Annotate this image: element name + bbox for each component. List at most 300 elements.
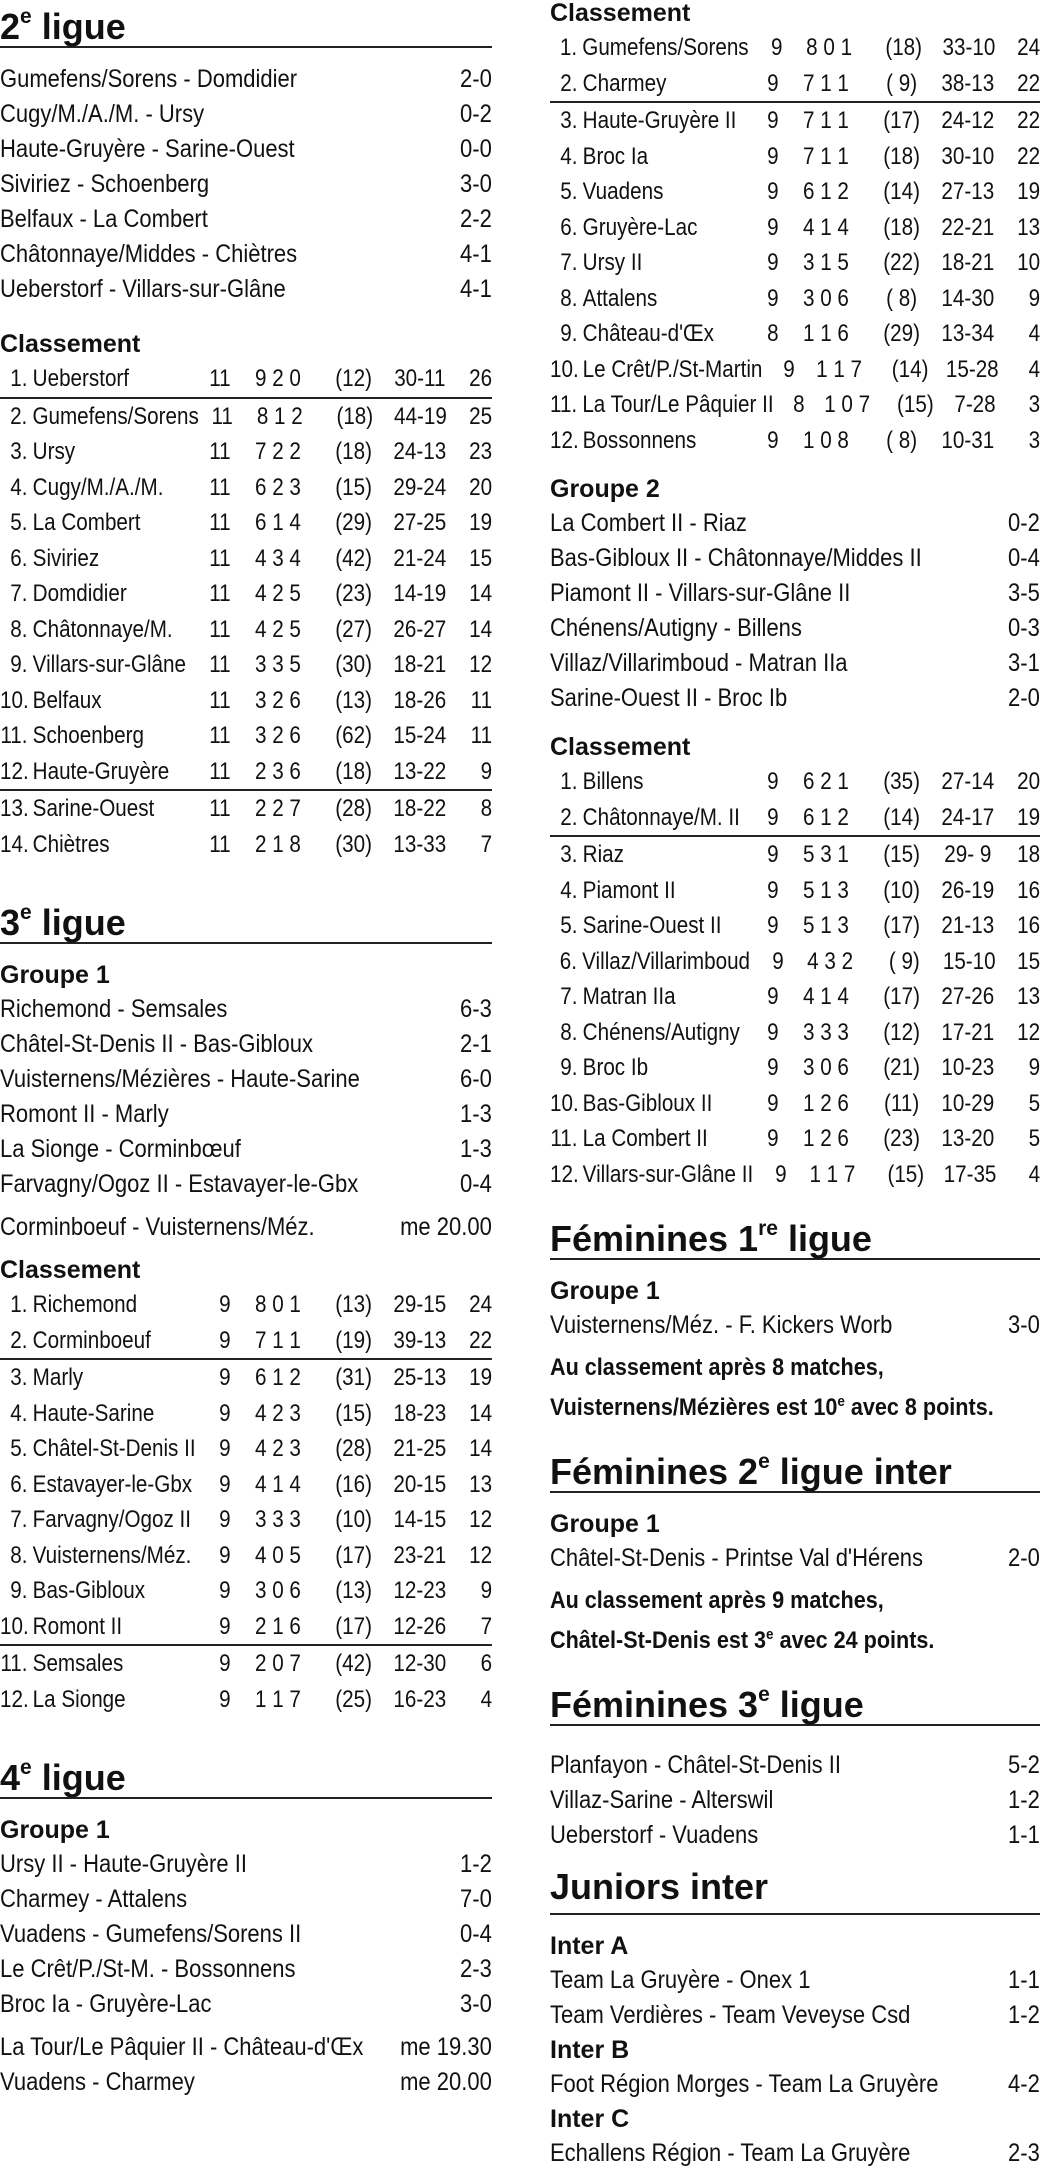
rank-games: 11 <box>209 438 231 465</box>
inter-b-label: Inter B <box>550 2036 630 2064</box>
rank-position: 10. <box>550 1089 579 1117</box>
rank-penalty: (17) <box>883 912 920 939</box>
rank-position: 7. <box>10 580 28 607</box>
match-result: 1-3 <box>460 1135 492 1163</box>
match-result: 7-0 <box>460 1885 492 1913</box>
rank-team: Ursy <box>32 438 76 465</box>
rank-goals: 33-10 <box>942 34 996 61</box>
rank-penalty: (42) <box>335 1650 372 1677</box>
rank-points: 13 <box>1017 983 1040 1010</box>
ranking-row <box>0 612 492 648</box>
rank-record: 6 1 2 <box>802 803 849 831</box>
rank-team: Gumefens/Sorens <box>32 402 199 430</box>
rank-position: 12. <box>550 1160 579 1188</box>
match-teams: Gumefens/Sorens - Domdidier <box>0 65 298 93</box>
match-teams: Sarine-Ouest II - Broc Ib <box>550 684 788 712</box>
rank-games: 11 <box>209 830 231 858</box>
rank-record: 1 1 7 <box>809 1160 856 1188</box>
rank-position: 12. <box>550 426 579 454</box>
rank-position: 2. <box>10 1326 28 1354</box>
rank-penalty: (18) <box>335 757 372 785</box>
rank-record: 4 2 5 <box>254 580 301 607</box>
rank-record: 1 2 6 <box>802 1125 849 1152</box>
rank-position: 10. <box>0 686 29 714</box>
women-2-results <box>550 1541 1040 1576</box>
ranking-row <box>550 387 1040 423</box>
inter-c-results <box>550 2136 1040 2171</box>
rank-position: 7. <box>560 249 578 276</box>
rank-record: 2 1 6 <box>254 1612 301 1640</box>
rank-penalty: (27) <box>335 615 372 643</box>
rank-goals: 27-26 <box>941 983 995 1010</box>
rank-points: 26 <box>469 365 493 392</box>
match-row <box>550 1308 1040 1343</box>
ranking-row <box>0 791 492 827</box>
ranking-row <box>0 1573 492 1609</box>
rank-games: 9 <box>767 426 779 454</box>
league-4-ranking-label: Classement <box>550 0 691 27</box>
rank-record: 8 0 1 <box>806 34 853 61</box>
match-teams: Richemond - Semsales <box>0 995 228 1023</box>
match-row <box>550 541 1040 576</box>
rank-team: Villars-sur-Glâne <box>32 651 187 678</box>
rank-points: 19 <box>469 1364 493 1391</box>
match-result: 6-0 <box>460 1065 492 1093</box>
rank-penalty: (17) <box>883 107 920 134</box>
rank-games: 9 <box>767 284 779 312</box>
match-result: 4-2 <box>1008 2070 1040 2098</box>
match-result: me 20.00 <box>400 1213 492 1241</box>
match-row <box>550 1748 1040 1783</box>
rank-games: 9 <box>767 1089 779 1117</box>
inter-a-results <box>550 1963 1040 2033</box>
rank-points: 14 <box>469 1399 493 1427</box>
rank-games: 9 <box>767 1125 779 1152</box>
rank-points: 16 <box>1017 876 1040 904</box>
rank-goals: 29- 9 <box>944 841 992 868</box>
rank-points: 15 <box>1017 947 1040 975</box>
rank-position: 3. <box>560 841 578 868</box>
match-result: 2-0 <box>1008 1544 1040 1572</box>
rank-points: 11 <box>470 722 493 749</box>
rank-points: 10 <box>1017 249 1040 276</box>
ranking-row <box>550 30 1040 66</box>
rank-points: 12 <box>469 651 493 678</box>
rank-position: 13. <box>0 795 29 822</box>
match-teams: Le Crêt/P./St-M. - Bossonnens <box>0 1955 296 1983</box>
rank-team: Vuadens <box>582 178 664 205</box>
rank-record: 4 2 3 <box>254 1435 301 1462</box>
match-result: 0-0 <box>460 135 492 163</box>
rank-team: Sarine-Ouest <box>32 795 155 822</box>
rank-points: 24 <box>1017 34 1040 61</box>
rank-record: 4 1 4 <box>802 213 849 241</box>
rank-points: 6 <box>480 1650 493 1677</box>
ranking-row <box>0 541 492 577</box>
rank-games: 9 <box>767 69 779 97</box>
ranking-row <box>0 1538 492 1574</box>
rank-points: 22 <box>1017 142 1040 170</box>
match-row <box>0 272 492 307</box>
rank-points: 20 <box>469 473 493 501</box>
rank-penalty: (15) <box>335 1399 372 1427</box>
rank-team: La Combert II <box>582 1125 708 1152</box>
rank-penalty: (17) <box>335 1612 372 1640</box>
rank-penalty: (10) <box>335 1506 372 1533</box>
match-row <box>550 2136 1040 2171</box>
rank-team: Le Crêt/P./St-Martin <box>582 355 763 383</box>
rank-record: 7 2 2 <box>254 438 301 465</box>
rank-points: 3 <box>1028 426 1040 454</box>
rank-goals: 16-23 <box>393 1685 447 1713</box>
rank-record: 2 2 7 <box>254 795 301 822</box>
women-1-group-label: Groupe 1 <box>550 1277 660 1305</box>
rank-record: 6 2 3 <box>254 473 301 501</box>
match-row <box>550 506 1040 541</box>
rank-points: 19 <box>1017 803 1040 831</box>
rank-position: 5. <box>560 178 578 205</box>
ranking-row <box>0 470 492 506</box>
match-row <box>0 2030 492 2065</box>
rank-points: 9 <box>480 757 493 785</box>
rank-team: Bossonnens <box>582 426 697 454</box>
ranking-row <box>550 908 1040 944</box>
rank-position: 4. <box>10 473 28 501</box>
match-result: 1-1 <box>1008 1821 1040 1849</box>
ranking-row <box>550 837 1040 873</box>
rank-record: 3 3 3 <box>254 1506 301 1533</box>
women-3-results <box>550 1748 1040 1853</box>
women-2-note: Au classement après 9 matches, Châtel-St-Denis est 3e avec 24 points. <box>550 1587 935 1654</box>
rank-position: 2. <box>10 402 28 430</box>
rank-position: 4. <box>560 142 578 170</box>
match-teams: Farvagny/Ogoz II - Estavayer-le-Gbx <box>0 1170 359 1198</box>
rank-goals: 24-17 <box>941 803 995 831</box>
rank-penalty: (13) <box>335 1577 372 1604</box>
rank-points: 5 <box>1028 1089 1040 1117</box>
match-row <box>550 1783 1040 1818</box>
rank-record: 3 0 6 <box>802 1054 849 1081</box>
match-teams: Piamont II - Villars-sur-Glâne II <box>550 579 851 607</box>
rank-team: Estavayer-le-Gbx <box>32 1470 193 1498</box>
match-row <box>0 2065 492 2100</box>
match-teams: Belfaux - La Combert <box>0 205 208 233</box>
rank-team: Villaz/Villarimboud <box>582 947 751 975</box>
ranking-row <box>0 1323 492 1361</box>
ranking-row <box>0 434 492 470</box>
rank-goals: 21-24 <box>393 544 447 572</box>
rank-team: Chiètres <box>32 830 110 858</box>
rank-goals: 15-24 <box>393 722 447 749</box>
ranking-row <box>0 576 492 612</box>
rank-penalty: (28) <box>335 795 372 822</box>
match-result: 0-3 <box>1008 614 1040 642</box>
rank-penalty: (15) <box>896 391 934 418</box>
match-result: 3-0 <box>460 170 492 198</box>
match-teams: Vuadens - Charmey <box>0 2068 195 2096</box>
match-teams: La Sionge - Corminbœuf <box>0 1135 241 1163</box>
rank-position: 5. <box>560 912 578 939</box>
rank-goals: 18-26 <box>393 686 447 714</box>
league-3-ranking <box>0 1287 492 1717</box>
rank-record: 4 0 5 <box>254 1541 301 1569</box>
rank-points: 8 <box>480 795 493 822</box>
rank-team: Ueberstorf <box>32 365 130 392</box>
rank-penalty: ( 9) <box>886 69 918 97</box>
rank-goals: 18-21 <box>393 651 447 678</box>
women-2-title: Féminines 2e ligue inter <box>550 1445 1040 1493</box>
rank-penalty: (15) <box>887 1160 925 1188</box>
match-result: 3-0 <box>1008 1311 1040 1339</box>
ranking-row <box>0 1396 492 1432</box>
rank-penalty: (11) <box>884 1089 920 1117</box>
match-teams: Chénens/Autigny - Billens <box>550 614 802 642</box>
match-result: 0-4 <box>460 1920 492 1948</box>
match-row <box>550 681 1040 716</box>
rank-games: 9 <box>767 213 779 241</box>
ranking-row <box>0 1287 492 1323</box>
rank-goals: 23-21 <box>393 1541 447 1569</box>
rank-points: 16 <box>1017 912 1040 939</box>
ranking-row <box>0 361 492 399</box>
rank-position: 11. <box>550 1125 578 1152</box>
rank-position: 1. <box>559 34 578 61</box>
match-result: 0-4 <box>1008 544 1040 572</box>
rank-points: 4 <box>1028 355 1040 383</box>
ranking-row <box>550 423 1040 459</box>
match-row <box>0 132 492 167</box>
rank-games: 9 <box>783 355 795 383</box>
rank-games: 9 <box>767 1018 779 1046</box>
rank-position: 4. <box>10 1399 28 1427</box>
match-result: 1-2 <box>1008 1786 1040 1814</box>
match-row <box>0 62 492 97</box>
rank-team: Richemond <box>32 1291 138 1318</box>
match-result: 1-3 <box>460 1100 492 1128</box>
match-teams: Vuisternens/Méz. - F. Kickers Worb <box>550 1311 893 1339</box>
league-4-group2-ranking <box>550 764 1040 1192</box>
rank-position: 10. <box>550 355 579 383</box>
rank-penalty: (29) <box>335 509 372 536</box>
rank-games: 9 <box>219 1685 231 1713</box>
rank-record: 2 3 6 <box>254 757 301 785</box>
rank-position: 6. <box>559 947 577 975</box>
match-row <box>550 1541 1040 1576</box>
match-teams: Vuisternens/Mézières - Haute-Sarine <box>0 1065 360 1093</box>
match-result: 2-1 <box>460 1030 492 1058</box>
rank-team: Siviriez <box>32 544 100 572</box>
inter-b-results <box>550 2067 1040 2102</box>
rank-position: 9. <box>560 1054 578 1081</box>
rank-team: Haute-Gruyère II <box>582 107 737 134</box>
women-1-title: Féminines 1re ligue <box>550 1212 1040 1260</box>
league-2-title: 2e ligue <box>0 0 492 48</box>
rank-position: 4. <box>560 876 578 904</box>
match-result: 1-2 <box>460 1850 492 1878</box>
rank-record: 4 1 4 <box>254 1470 301 1498</box>
juniors-title: Juniors inter <box>550 1867 1040 1915</box>
rank-points: 25 <box>469 402 493 430</box>
ranking-row <box>0 1609 492 1647</box>
match-teams: Corminboeuf - Vuisternens/Méz. <box>0 1213 315 1241</box>
rank-penalty: (18) <box>336 402 374 430</box>
rank-penalty: (14) <box>891 355 929 383</box>
rank-games: 11 <box>209 686 231 714</box>
rank-penalty: ( 8) <box>886 426 918 454</box>
rank-team: Sarine-Ouest II <box>582 912 722 939</box>
ranking-row <box>550 139 1040 175</box>
rank-goals: 44-19 <box>394 402 447 430</box>
rank-points: 22 <box>469 1326 493 1354</box>
match-row <box>0 1132 492 1167</box>
rank-points: 7 <box>480 830 493 858</box>
women-3-title: Féminines 3e ligue <box>550 1678 1040 1726</box>
ranking-row <box>550 764 1040 800</box>
rank-team: Broc Ia <box>582 142 649 170</box>
rank-penalty: (17) <box>883 983 920 1010</box>
rank-team: Cugy/M./A./M. <box>32 473 164 501</box>
rank-position: 6. <box>560 213 578 241</box>
left-column <box>0 0 492 2100</box>
rank-points: 18 <box>1017 841 1040 868</box>
ranking-row <box>550 352 1040 388</box>
league-2-ranking <box>0 361 492 862</box>
rank-team: La Sionge <box>32 1685 126 1713</box>
rank-games: 9 <box>219 1399 231 1427</box>
rank-team: Marly <box>32 1364 84 1391</box>
rank-record: 1 2 6 <box>802 1089 849 1117</box>
rank-games: 9 <box>219 1506 231 1533</box>
rank-penalty: (13) <box>335 1291 372 1318</box>
rank-games: 11 <box>209 473 231 501</box>
match-teams: Villaz/Villarimboud - Matran IIa <box>550 649 848 677</box>
match-row <box>0 167 492 202</box>
ranking-row <box>550 174 1040 210</box>
rank-goals: 13-33 <box>393 830 447 858</box>
rank-goals: 13-22 <box>393 757 447 785</box>
rank-games: 9 <box>767 768 779 795</box>
rank-record: 7 1 1 <box>254 1326 301 1354</box>
rank-games: 9 <box>767 107 779 134</box>
rank-goals: 25-13 <box>393 1364 447 1391</box>
rank-goals: 24-12 <box>941 107 995 134</box>
match-result: 0-4 <box>460 1170 492 1198</box>
ranking-row <box>0 1646 492 1682</box>
rank-penalty: (22) <box>883 249 920 276</box>
match-row <box>550 611 1040 646</box>
rank-goals: 26-27 <box>393 615 447 643</box>
rank-team: Châtonnaye/M. II <box>582 803 740 831</box>
rank-games: 9 <box>767 983 779 1010</box>
rank-games: 9 <box>219 1541 231 1569</box>
rank-penalty: (30) <box>335 830 372 858</box>
rank-record: 6 1 2 <box>254 1364 301 1391</box>
ranking-row <box>550 873 1040 909</box>
rank-position: 14. <box>0 830 29 858</box>
rank-penalty: (19) <box>335 1326 372 1354</box>
rank-record: 2 1 8 <box>254 830 301 858</box>
rank-team: Bas-Gibloux II <box>582 1089 713 1117</box>
rank-points: 14 <box>469 615 493 643</box>
rank-penalty: (14) <box>883 178 920 205</box>
rank-points: 12 <box>469 1541 493 1569</box>
rank-points: 4 <box>1028 320 1040 347</box>
rank-goals: 21-13 <box>941 912 995 939</box>
rank-goals: 7-28 <box>954 391 996 418</box>
match-teams: Haute-Gruyère - Sarine-Ouest <box>0 135 295 163</box>
rank-goals: 14-15 <box>393 1506 447 1533</box>
rank-games: 9 <box>771 34 783 61</box>
rank-goals: 12-26 <box>393 1612 447 1640</box>
rank-team: Belfaux <box>32 686 102 714</box>
match-row <box>0 97 492 132</box>
rank-games: 11 <box>209 651 231 678</box>
women-2-group-label: Groupe 1 <box>550 1510 660 1538</box>
rank-goals: 17-35 <box>943 1160 997 1188</box>
rank-position: 12. <box>0 757 29 785</box>
match-row <box>550 1963 1040 1998</box>
rank-position: 3. <box>10 1364 28 1391</box>
rank-position: 7. <box>10 1506 28 1533</box>
match-teams: Bas-Gibloux II - Châtonnaye/Middes II <box>550 544 922 572</box>
ranking-row <box>550 979 1040 1015</box>
rank-games: 9 <box>767 142 779 170</box>
rank-games: 9 <box>767 912 779 939</box>
inter-c-label: Inter C <box>550 2105 630 2133</box>
rank-points: 13 <box>469 1470 493 1498</box>
rank-record: 3 0 6 <box>254 1577 301 1604</box>
rank-penalty: (29) <box>883 320 920 347</box>
rank-team: La Combert <box>32 509 141 536</box>
rank-penalty: ( 8) <box>886 284 918 312</box>
rank-position: 8. <box>560 1018 578 1046</box>
match-row <box>0 202 492 237</box>
rank-record: 3 2 6 <box>254 722 301 749</box>
rank-team: Farvagny/Ogoz II <box>32 1506 191 1533</box>
rank-team: Domdidier <box>32 580 127 607</box>
match-result: 2-2 <box>460 205 492 233</box>
match-row <box>0 1952 492 1987</box>
rank-games: 9 <box>772 947 784 975</box>
rank-goals: 39-13 <box>393 1326 447 1354</box>
rank-team: Vuisternens/Méz. <box>32 1541 192 1569</box>
rank-record: 5 1 3 <box>802 912 849 939</box>
rank-goals: 17-21 <box>941 1018 995 1046</box>
rank-penalty: (30) <box>335 651 372 678</box>
match-teams: Ursy II - Haute-Gruyère II <box>0 1850 247 1878</box>
match-row <box>550 646 1040 681</box>
league-4-group2-label: Groupe 2 <box>550 475 660 503</box>
match-teams: Châtel-St-Denis - Printse Val d'Hérens <box>550 1544 924 1572</box>
ranking-row <box>550 944 1040 980</box>
rank-record: 1 1 7 <box>254 1685 301 1713</box>
match-row <box>0 1027 492 1062</box>
ranking-row <box>0 1431 492 1467</box>
match-result: 2-3 <box>460 1955 492 1983</box>
rank-team: Gruyère-Lac <box>582 213 698 241</box>
match-row <box>0 1210 492 1245</box>
rank-record: 9 2 0 <box>254 365 301 392</box>
ranking-row <box>550 1157 1040 1193</box>
rank-points: 12 <box>469 1506 493 1533</box>
rank-record: 3 3 5 <box>254 651 301 678</box>
match-result: me 19.30 <box>400 2033 492 2061</box>
rank-record: 3 0 6 <box>802 284 849 312</box>
rank-games: 11 <box>209 509 231 536</box>
rank-games: 9 <box>767 178 779 205</box>
league-4-title: 4e ligue <box>0 1751 492 1799</box>
rank-goals: 18-23 <box>393 1399 447 1427</box>
